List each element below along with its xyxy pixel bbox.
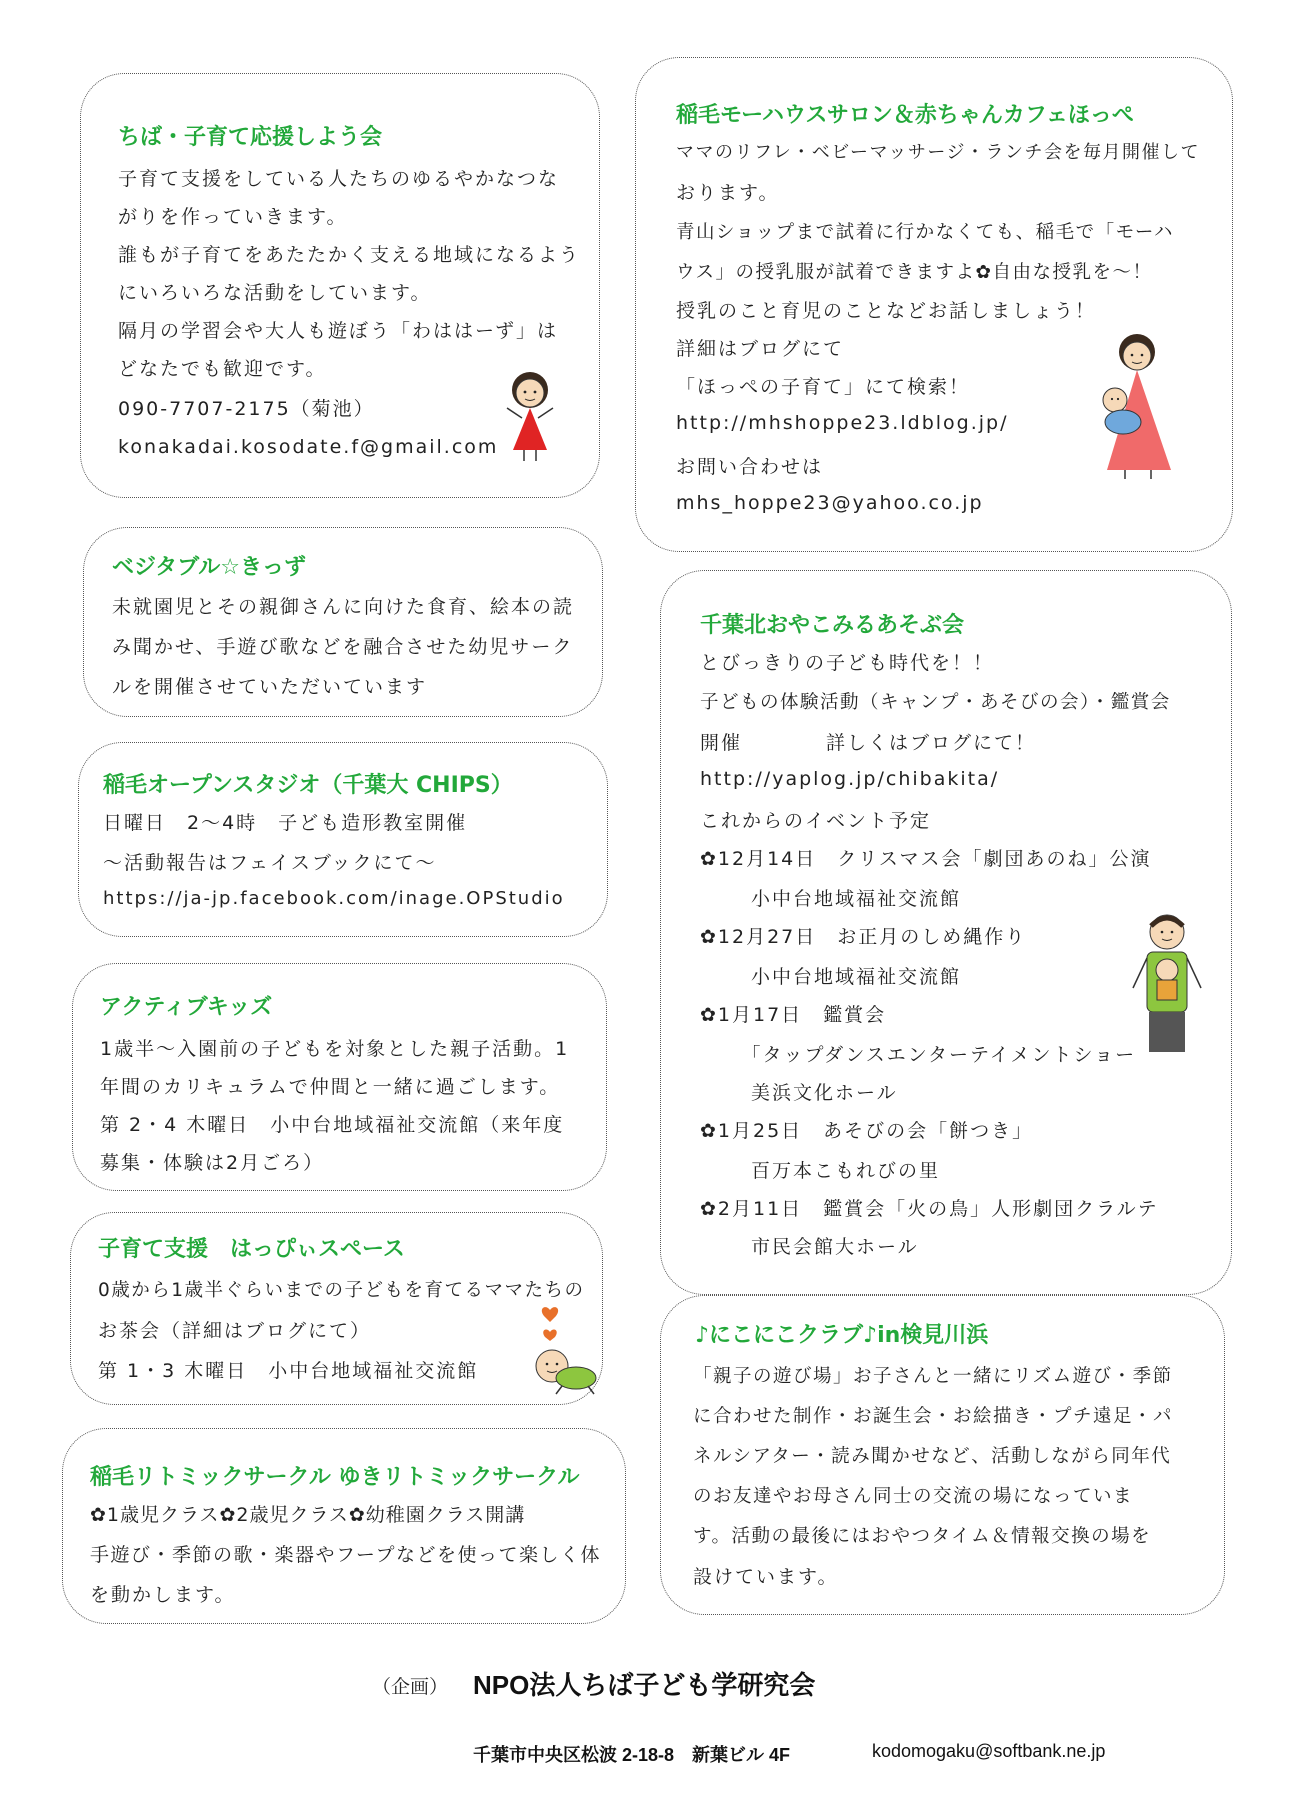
text-line: 第 1・3 木曜日 小中台地域福祉交流館: [98, 1360, 479, 1382]
email-address: mhs_hoppe23@yahoo.co.jp: [676, 492, 984, 514]
text-line: お問い合わせは: [676, 456, 824, 478]
girl-in-red-dress-illustration: [495, 368, 565, 463]
rhythmic-circle-title: 稲毛リトミックサークル ゆきリトミックサークル: [90, 1465, 580, 1490]
text-line: とびっきりの子ども時代を！！: [700, 652, 995, 674]
organization-name: NPO法人ちば子ども学研究会: [473, 1670, 816, 1700]
text-line: 1歳半～入園前の子どもを対象とした親子活動。1: [100, 1038, 570, 1060]
text-line: 隔月の学習会や大人も遊ぼう「わははーず」は: [118, 320, 559, 342]
text-line: 第 2・4 木曜日 小中台地域福祉交流館（来年度: [100, 1114, 565, 1136]
text-line: 「親子の遊び場」お子さんと一緒にリズム遊び・季節: [693, 1366, 1173, 1387]
text-line: ✿1歳児クラス✿2歳児クラス✿幼稚園クラス開講: [90, 1504, 526, 1526]
text-line: ウス」の授乳服が試着できますよ✿自由な授乳を～！: [676, 262, 1153, 283]
text-line: 「ほっぺの子育て」にて検索！: [676, 376, 971, 398]
crawling-baby-with-hearts-illustration: [510, 1298, 600, 1398]
planning-label: （企画）: [372, 1677, 449, 1698]
text-line: ママのリフレ・ベビーマッサージ・ランチ会を毎月開催して: [676, 142, 1200, 163]
text-line: ～活動報告はフェイスブックにて～: [103, 852, 437, 874]
text-line: 募集・体験は2月ごろ）: [100, 1152, 325, 1174]
text-line: 日曜日 2～4時 子ども造形教室開催: [103, 812, 468, 834]
text-line: のお友達やお母さん同士の交流の場になっていま: [693, 1486, 1134, 1507]
text-line: ネルシアター・読み聞かせなど、活動しながら同年代: [693, 1446, 1172, 1467]
text-line: 子どもの体験活動（キャンプ・あそびの会）・鑑賞会: [700, 692, 1171, 713]
event-venue: 小中台地域福祉交流館: [730, 888, 962, 910]
text-line: にいろいろな活動をしています。: [118, 282, 432, 304]
text-line: 設けています。: [693, 1566, 839, 1588]
organization-address: 千葉市中央区松波 2-18-8 新葉ビル 4F: [473, 1745, 791, 1765]
text-line: がりを作っていきます。: [118, 206, 348, 228]
event-venue: 百万本こもれびの里: [730, 1160, 941, 1182]
text-line: 詳細はブログにて: [676, 338, 845, 360]
event-venue: 美浜文化ホール: [730, 1082, 898, 1104]
event-item: ✿1月25日 あそびの会「餅つき」: [700, 1120, 1034, 1142]
event-item: ✿12月14日 クリスマス会「劇団あのね」公演: [700, 848, 1152, 870]
happy-space-title: 子育て支援 はっぴぃスペース: [98, 1237, 405, 1262]
event-venue: 「タップダンスエンターテイメントショー: [730, 1044, 1137, 1066]
organization-email: kodomogaku@softbank.ne.jp: [872, 1741, 1106, 1761]
mou-house-salon-title: 稲毛モーハウスサロン＆赤ちゃんカフェほっぺ: [676, 103, 1134, 128]
facebook-url: https://ja-jp.facebook.com/inage.OPStudio: [103, 888, 565, 909]
mother-holding-baby-illustration: [1085, 330, 1185, 480]
event-item: ✿1月17日 鑑賞会: [700, 1004, 887, 1026]
phone-number: 090-7707-2175（菊池）: [118, 398, 375, 420]
text-line: 授乳のこと育児のことなどお話しましょう！: [676, 300, 1097, 322]
event-venue: 市民会館大ホール: [730, 1236, 919, 1258]
vegetable-kids-title: ベジタブル☆きっず: [112, 555, 306, 580]
text-line: み聞かせ、手遊び歌などを融合させた幼児サーク: [112, 636, 574, 658]
text-line: す。活動の最後にはおやつタイム＆情報交換の場を: [693, 1526, 1152, 1547]
event-item: ✿2月11日 鑑賞会「火の鳥」人形劇団クラルテ: [700, 1198, 1159, 1220]
text-line: 開催 詳しくはブログにて！: [700, 732, 1037, 754]
text-line: 誰もが子育てをあたたかく支える地域になるよう: [118, 244, 581, 266]
chiba-kosodate-title: ちば・子育て応援しよう会: [118, 125, 383, 150]
active-kids-title: アクティブキッズ: [100, 995, 273, 1020]
text-line: 手遊び・季節の歌・楽器やフープなどを使って楽しく体: [90, 1544, 601, 1566]
chiba-kita-title: 千葉北おやこみるあそぶ会: [700, 613, 965, 638]
text-line: 未就園児とその親御さんに向けた食育、絵本の読: [112, 596, 575, 618]
blog-url: http://yaplog.jp/chibakita/: [700, 768, 1000, 790]
text-line: に合わせた制作・お誕生会・お絵描き・プチ遠足・パ: [693, 1406, 1174, 1427]
text-line: 年間のカリキュラムで仲間と一緒に過ごします。: [100, 1076, 561, 1098]
father-carrying-child-illustration: [1125, 908, 1210, 1058]
email-address: konakadai.kosodate.f@gmail.com: [118, 436, 499, 458]
text-line: 子育て支援をしている人たちのゆるやかなつな: [118, 168, 560, 190]
text-line: お茶会（詳細はブログにて）: [98, 1320, 372, 1342]
event-item: ✿12月27日 お正月のしめ縄作り: [700, 926, 1027, 948]
open-studio-title: 稲毛オープンスタジオ（千葉大 CHIPS）: [103, 773, 513, 798]
nikoniko-club-title: ♪にこにこクラブ♪in検見川浜: [695, 1323, 989, 1348]
event-venue: 小中台地域福祉交流館: [730, 966, 962, 988]
text-line: おります。: [676, 182, 780, 204]
blog-url: http://mhshoppe23.ldblog.jp/: [676, 412, 1009, 434]
text-line: 0歳から1歳半ぐらいまでの子どもを育てるママたちの: [98, 1280, 585, 1301]
text-line: ルを開催させていただいています: [112, 676, 428, 698]
text-line: これからのイベント予定: [700, 810, 932, 832]
text-line: を動かします。: [90, 1584, 236, 1606]
text-line: 青山ショップまで試着に行かなくても、稲毛で「モーハ: [676, 222, 1174, 243]
text-line: どなたでも歓迎です。: [118, 358, 327, 380]
